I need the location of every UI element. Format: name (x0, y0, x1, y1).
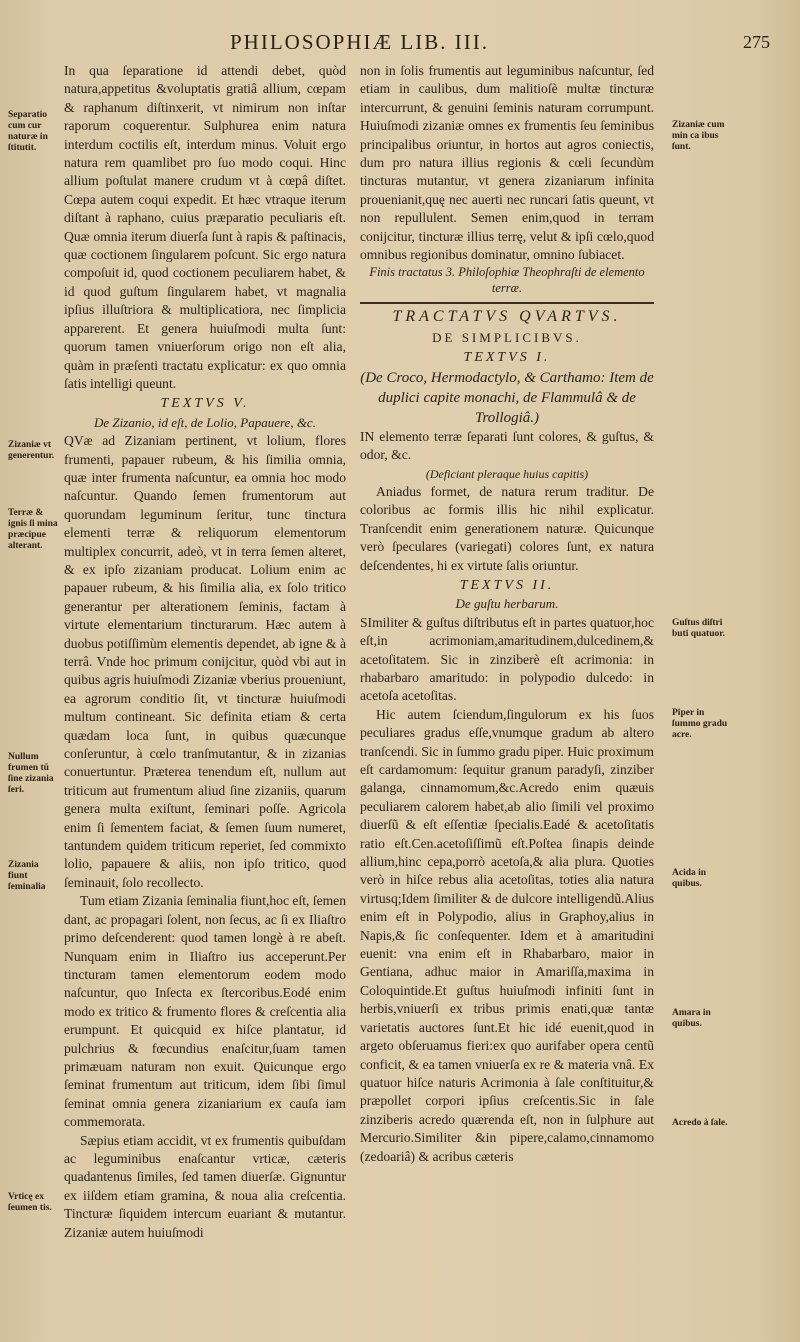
running-header (200, 30, 770, 60)
left-column (64, 62, 346, 1242)
paragraph: Hic autem ſciendum,ſingulorum ex his ſuos peculiares gradus eſſe,vnumque gradum ab altero tranſcendi. Sic in ſummo gradu piper. Huic proximum eſt cardamomum: ſequitur granum paradyſi, zinziber galanga, cinnamomum,&c.Acredo enim quæuis peculiarem calorem habet,ab alio ſimili vel proximo diuerſũ & eſt eſſentiæ ſpecialis.Eadé & acetoſitatis ratio eſt.Cen.acetoſiſſimũ eſt.Poſtea ſinapis deinde allium,hinc cepa,porrò acetoſa,& alia plura. Quoties verò in hiſce rebus alia acetoſitas, toties alia natura virtusq;Idem ſimiliter & de dulcore intelligendũ.Alius enim eſt in Polypodio, alius in Graphoy,alius in Napis,& ſic conſequenter. Idem et à amaritudini euenit: vna enim eſt in Rhabarbaro, maior in Gentiana, adhuc maior in Amariſſa,maxima in Coloquintide.Et guſtus huiuſmodi infiniti ſunt in herbis,vniuerſi ex tribus primis enati,quæ tantæ varietatis auctores ſunt.Et hic idé euenit,quod in argeto obſeruamus fieri:ex quo aurifaber opera centũ conficit, & ea tamen vniuerſa ex re & materia vnâ. Ex quatuor hiſce naturis Acrimonia à ſale conſtituitur,& præpollet corpori ipſius creſcentis.Sic in ſale zinziberis acredo quærenda eſt, non in ſulphure aut Mercurio.Similiter &in pipere,calamo,cinnamomo (zedoariâ) & acribus cæteris (360, 706, 654, 1164)
margin-note: Acredo à ſale. (672, 1118, 728, 1128)
paragraph: non in ſolis frumentis aut leguminibus naſcuntur, ſed etiam in caulibus, dum malitioſè multæ tincturæ intercurrunt, & genuini ſeminis naturam corrumpunt. Huiuſmodi zizaniæ omnes ex frumentis ſeu ſeminibus principalibus oriuntur, in hortos aut agros coniectis, dum pro natura illius regionis & cœli ſecundùm tincturas mutantur, vt genera zizaniarum infinita prouenianit,quę nec auerti nec runcari ſatis queunt, vt non repullulent. Semen enim,quod in terram conijcitur, tincturæ illius terrę, velut & ipſi cœlo,quod omnibus regionibus dominatur, omnino ſubiacet. (360, 63, 654, 263)
margin-note: Separatio cum cur naturæ in ſtitutit. (8, 110, 48, 153)
margin-note: Acida in quibus. (672, 868, 707, 889)
margin-note: Vrticę ex ſeumen tis. (8, 1192, 52, 1213)
margin-note: Terræ & ignis ſi mina præcipue alterant. (8, 508, 58, 551)
textus-heading: TEXTVS I. (463, 350, 551, 366)
textus-heading: TEXTVS II. (459, 577, 555, 593)
header-title: PHILOSOPHIÆ LIB. III. (230, 30, 489, 54)
textus-heading: TEXTVS V. (160, 396, 250, 412)
margin-note: Zizaniæ vt generentur. (8, 440, 55, 461)
textus-subheading: De guſtu herbarum. (455, 596, 559, 612)
margin-note: Piper in ſummo gradu acre. (672, 708, 728, 740)
paragraph: In qua ſeparatione id attendi debet, quòd natura,appetitus &voluptatis gratiâ allium, cœpam & raphanum diſtinxerit, vt nimirum non inſtar raporum coquerentur. Sulphurea enim natura interdum coctilis eſt, interdum minus. Voluit ergo natura rem quamlibet pro ſuo modo coqui. Hinc allium poſtulat manere crudum vt à cœpâ diſtet. Cœpa autem coqui expedit. Et hæc vtraque iterum diſtant à raphano, cuius præparatio peculiaris eſt. Quæ omnia iterum diuerſa ſunt à rapis & paſtinacis, quæ coctionem ſingularem poſcunt. Sic ergo natura compoſuit id, quod coctionem peculiarem habet, & id quod guſtum ſingularem habet, vt magnalia ipſius illuſtriora & multiplicatiora, nec ſimplicia apparerent. Et genera huiuſmodi multa ſunt: quorum tamen vniuerſorum origo non eſt alia, quàm in præſenti tractatu explicatur: ex quo omnia ſatis intelligi queunt. (64, 63, 346, 391)
paragraph: QVæ ad Zizaniam pertinent, vt lolium, flores frumenti, papauer rubeum, & his ſimilia omnia, quæ inter frumenta naſcuntur, ea omnia hoc modo naſcuntur. Quando ſemen frumentorum aut quorundam leguminum ſeritur, tunc tinctura elementi terræ & reliquorum elementorum multiplex concurrit, adeò, vt in terra ſemen alteret, & ex ipſo zizaniam producat. Lolium enim ac papauer rubeum, & his ſimilia alia, ex ſolo tritico generantur per alterationem ſeminis, factam à virtute elementarium tincturarum. Hæc autem à duobus potiſſimùm elementis dependet, ab igne & à terrâ. Vnde hoc primum conijcitur, quòd vbi aut in quibus agris huiuſmodi Zizaniæ vberius proueniunt, ea agrorum conditio ſit, vt tincturæ huiuſmodi multum contineant. Sic definita etiam & certa quædam loca ſunt, in quibus quæcunque conſeruntur, à cœlo tranſmutantur, & in zizanias conuertuntur. Præterea tenendum eſt, nullum aut triticum aut frumentum aliud ſine zizaniis, quarum genera multa exiſtunt, ſeminari poſſe. Agricola enim ſi ſementem faciat, & ſemen ſuum numeret, tantundem quidem triticum reperiet, ſed commixto lolio, papauere & aliis, non ipſo tritico, quod ſeminauit, ſolo recollecto. (64, 433, 346, 890)
section-heading: DE SIMPLICIBVS. (432, 329, 582, 345)
page-number: 275 (743, 32, 770, 52)
paragraph: IN elemento terræ ſeparati ſunt colores, & guſtus, & odor, &c. (360, 428, 654, 463)
paragraph: Sæpius etiam accidit, vt ex frumentis quibuſdam ac leguminibus enaſcantur vrticæ, cæteris quadantenus ſimiles, ſed tamen diuerſæ. Gignuntur ex iiſdem etiam gramina, & noua alia creſcentia. Tincturæ ſiquidem intercum euariant & mutantur. Zizaniæ autem huiuſmodi (64, 1132, 346, 1240)
right-column (360, 62, 654, 1166)
tractatus-heading: TRACTATVS QVARTVS. (360, 302, 654, 326)
margin-note: Nullum frumen tũ ſine zizania ſeri. (8, 752, 54, 795)
finis-note: Finis tractatus 3. Philoſophiæ Theophraſti de elemento terræ. (369, 265, 645, 296)
note: (Deficiant pleraque huius capitis) (425, 466, 589, 481)
paragraph: Tum etiam Zizania ſeminalia fiunt,hoc eſt, ſemen dant, ac propagari ſolent, non ſecus, ac ſi ex Iliaſtro primo deſcenderent: quod tamen longè à re abeſt. Nunquam enim in Iliaſtro ius acceperunt.Per tincturam tamen elementorum eodem modo naſcuntur, quo Inſecta ex ſtercoribus.Eodé enim modo ex tritico & frumento flores & creſcentia alia erumpunt. Et quicquid ex hiſce plantatur, id pulchrius & fœcundius enaſcitur,ſuam tamen primæuam naturam non exuit. Quicunque ergo ſeminat frumentum aut triticum, idem ſibi ſimul ſeminat omnia genera zizaniarium ex cauſa iam commemorata. (64, 893, 347, 1130)
paragraph: SImiliter & guſtus diſtributus eſt in partes quatuor,hoc eſt,in acrimoniam,amaritudinem,dulcedinem,& acetoſitatem. Sic in zinziberè eſt acrimonia: in rhabarbaro amaritudo: in polypodio dulcedo: in acetoſa acetoſitas. (360, 614, 654, 704)
margin-note: Zizaniæ cum min ca ibus ſunt. (672, 120, 725, 152)
textus-subheading: (De Croco, Hermodactylo, & Carthamo: Item de duplici capite monachi, de Flammulâ & de Trollogiâ.) (360, 369, 654, 426)
margin-note: Guſtus diſtri buti quatuor. (672, 618, 725, 639)
margin-note: Amara in quibus. (672, 1008, 711, 1029)
textus-subheading: De Zizanio, id eſt, de Lolio, Papauere, &c. (94, 414, 316, 430)
margin-note: Zizania fiunt ſeminalia (8, 860, 46, 892)
paragraph: Aniadus formet, de natura rerum traditur. De coloribus ac formis illis hic nihil explicatur. Tranſcendit enim generationem naturæ. Quicunque verò ſpeculares (variegati) colores ſunt, ex natura deſcendentes, hi ex virtute ſalis oriuntur. (360, 483, 654, 573)
